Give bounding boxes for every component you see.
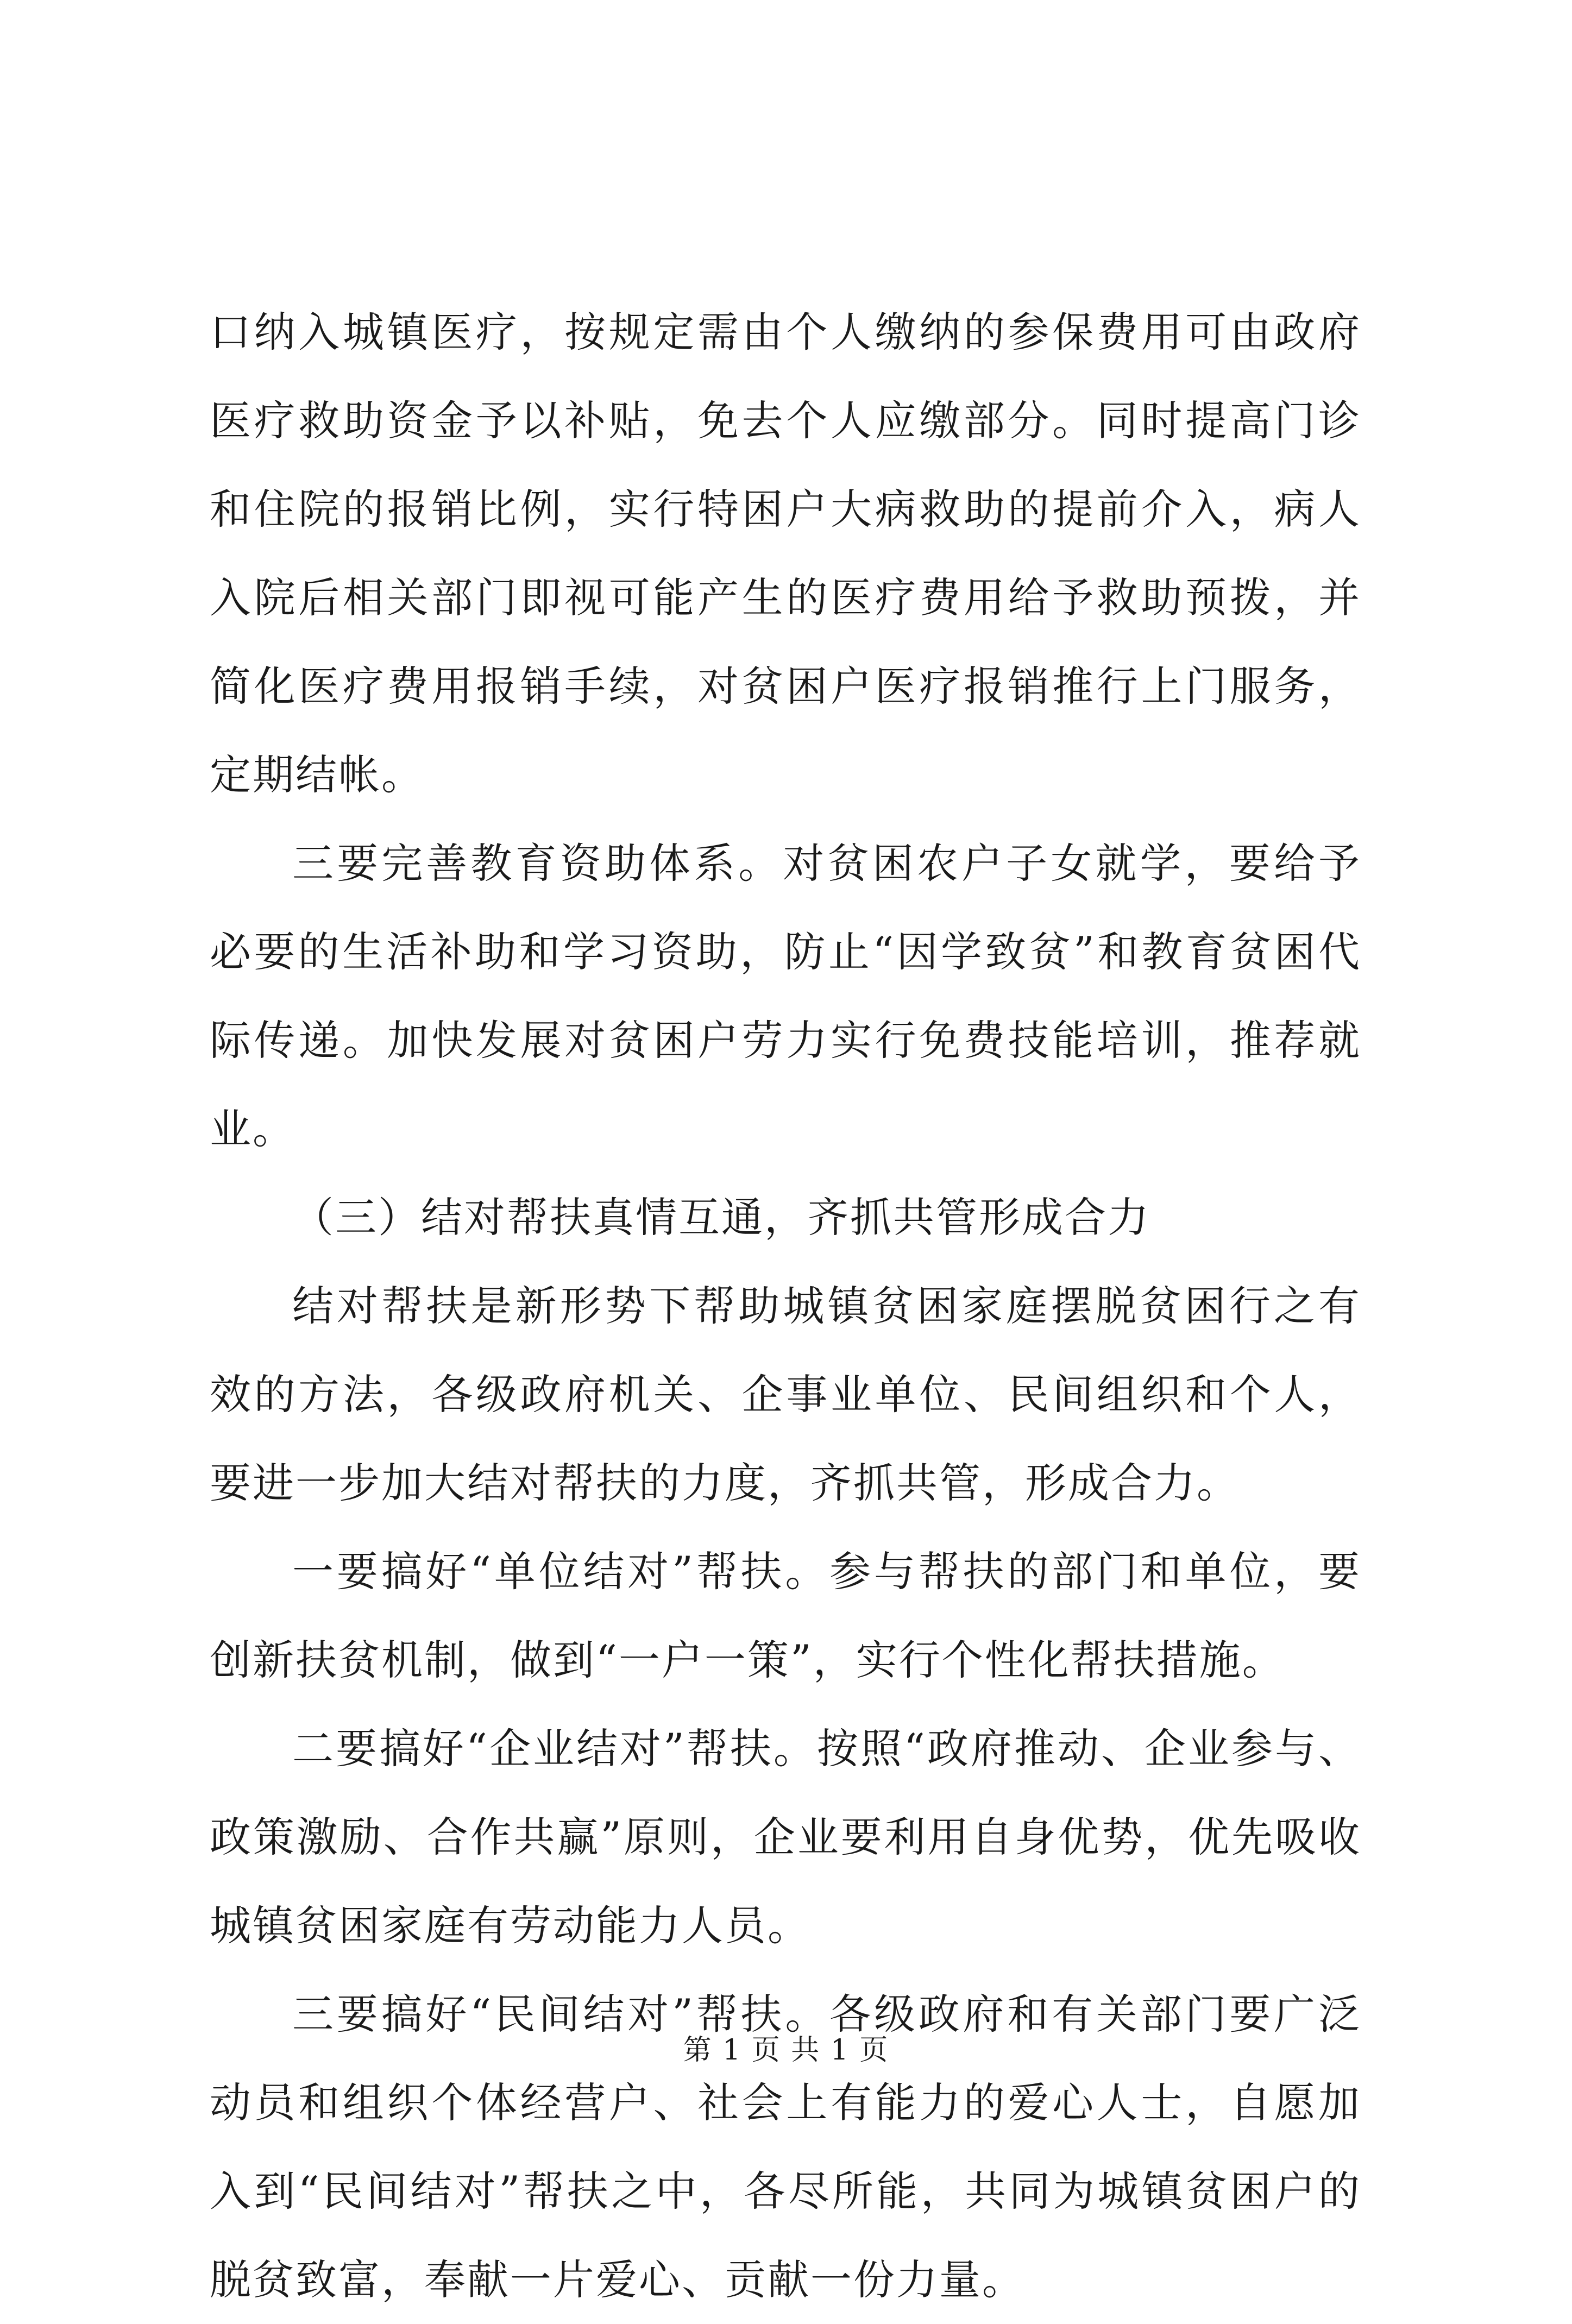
paragraph-unit-pairing: 一要搞好“单位结对”帮扶。参与帮扶的部门和单位，要创新扶贫机制，做到“一户一策”，实行个性化帮扶措施。 [210,1547,1361,1684]
paragraph-continuation: 口纳入城镇医疗，按规定需由个人缴纳的参保费用可由政府医疗救助资金予以补贴，免去个人应缴部分。同时提高门诊和住院的报销比例，实行特困户大病救助的提前介入，病人入院后相关部门即视可能产生的医疗费用给予救助预拨，并简化医疗费用报销手续，对贫困户医疗报销推行上门服务，定期结帐。 [210,308,1361,799]
paragraph-pairing-intro: 结对帮扶是新形势下帮助城镇贫困家庭摆脱贫困行之有效的方法，各级政府机关、企事业单位、民间组织和个人，要进一步加大结对帮扶的力度，齐抓共管，形成合力。 [210,1282,1361,1507]
paragraph-enterprise-pairing: 二要搞好“企业结对”帮扶。按照“政府推动、企业参与、政策激励、合作共赢”原则，企业要利用自身优势，优先吸收城镇贫困家庭有劳动能力人员。 [210,1724,1361,1950]
document-body [210,288,1361,2324]
page-footer: 第 1 页 共 1 页 [683,2034,889,2067]
paragraph-civil-pairing: 三要搞好“民间结对”帮扶。各级政府和有关部门要广泛动员和组织个体经营户、社会上有能力的爱心人士，自愿加入到“民间结对”帮扶之中，各尽所能，共同为城镇贫困户的脱贫致富，奉献一片爱心、贡献一份力量。 [210,1990,1361,2304]
paragraph-education-aid: 三要完善教育资助体系。对贫困农户子女就学，要给予必要的生活补助和学习资助，防止“因学致贫”和教育贫困代际传递。加快发展对贫困户劳力实行免费技能培训，推荐就业。 [210,839,1361,1153]
section-heading-3: （三）结对帮扶真情互通，齐抓共管形成合力 [292,1193,1150,1242]
